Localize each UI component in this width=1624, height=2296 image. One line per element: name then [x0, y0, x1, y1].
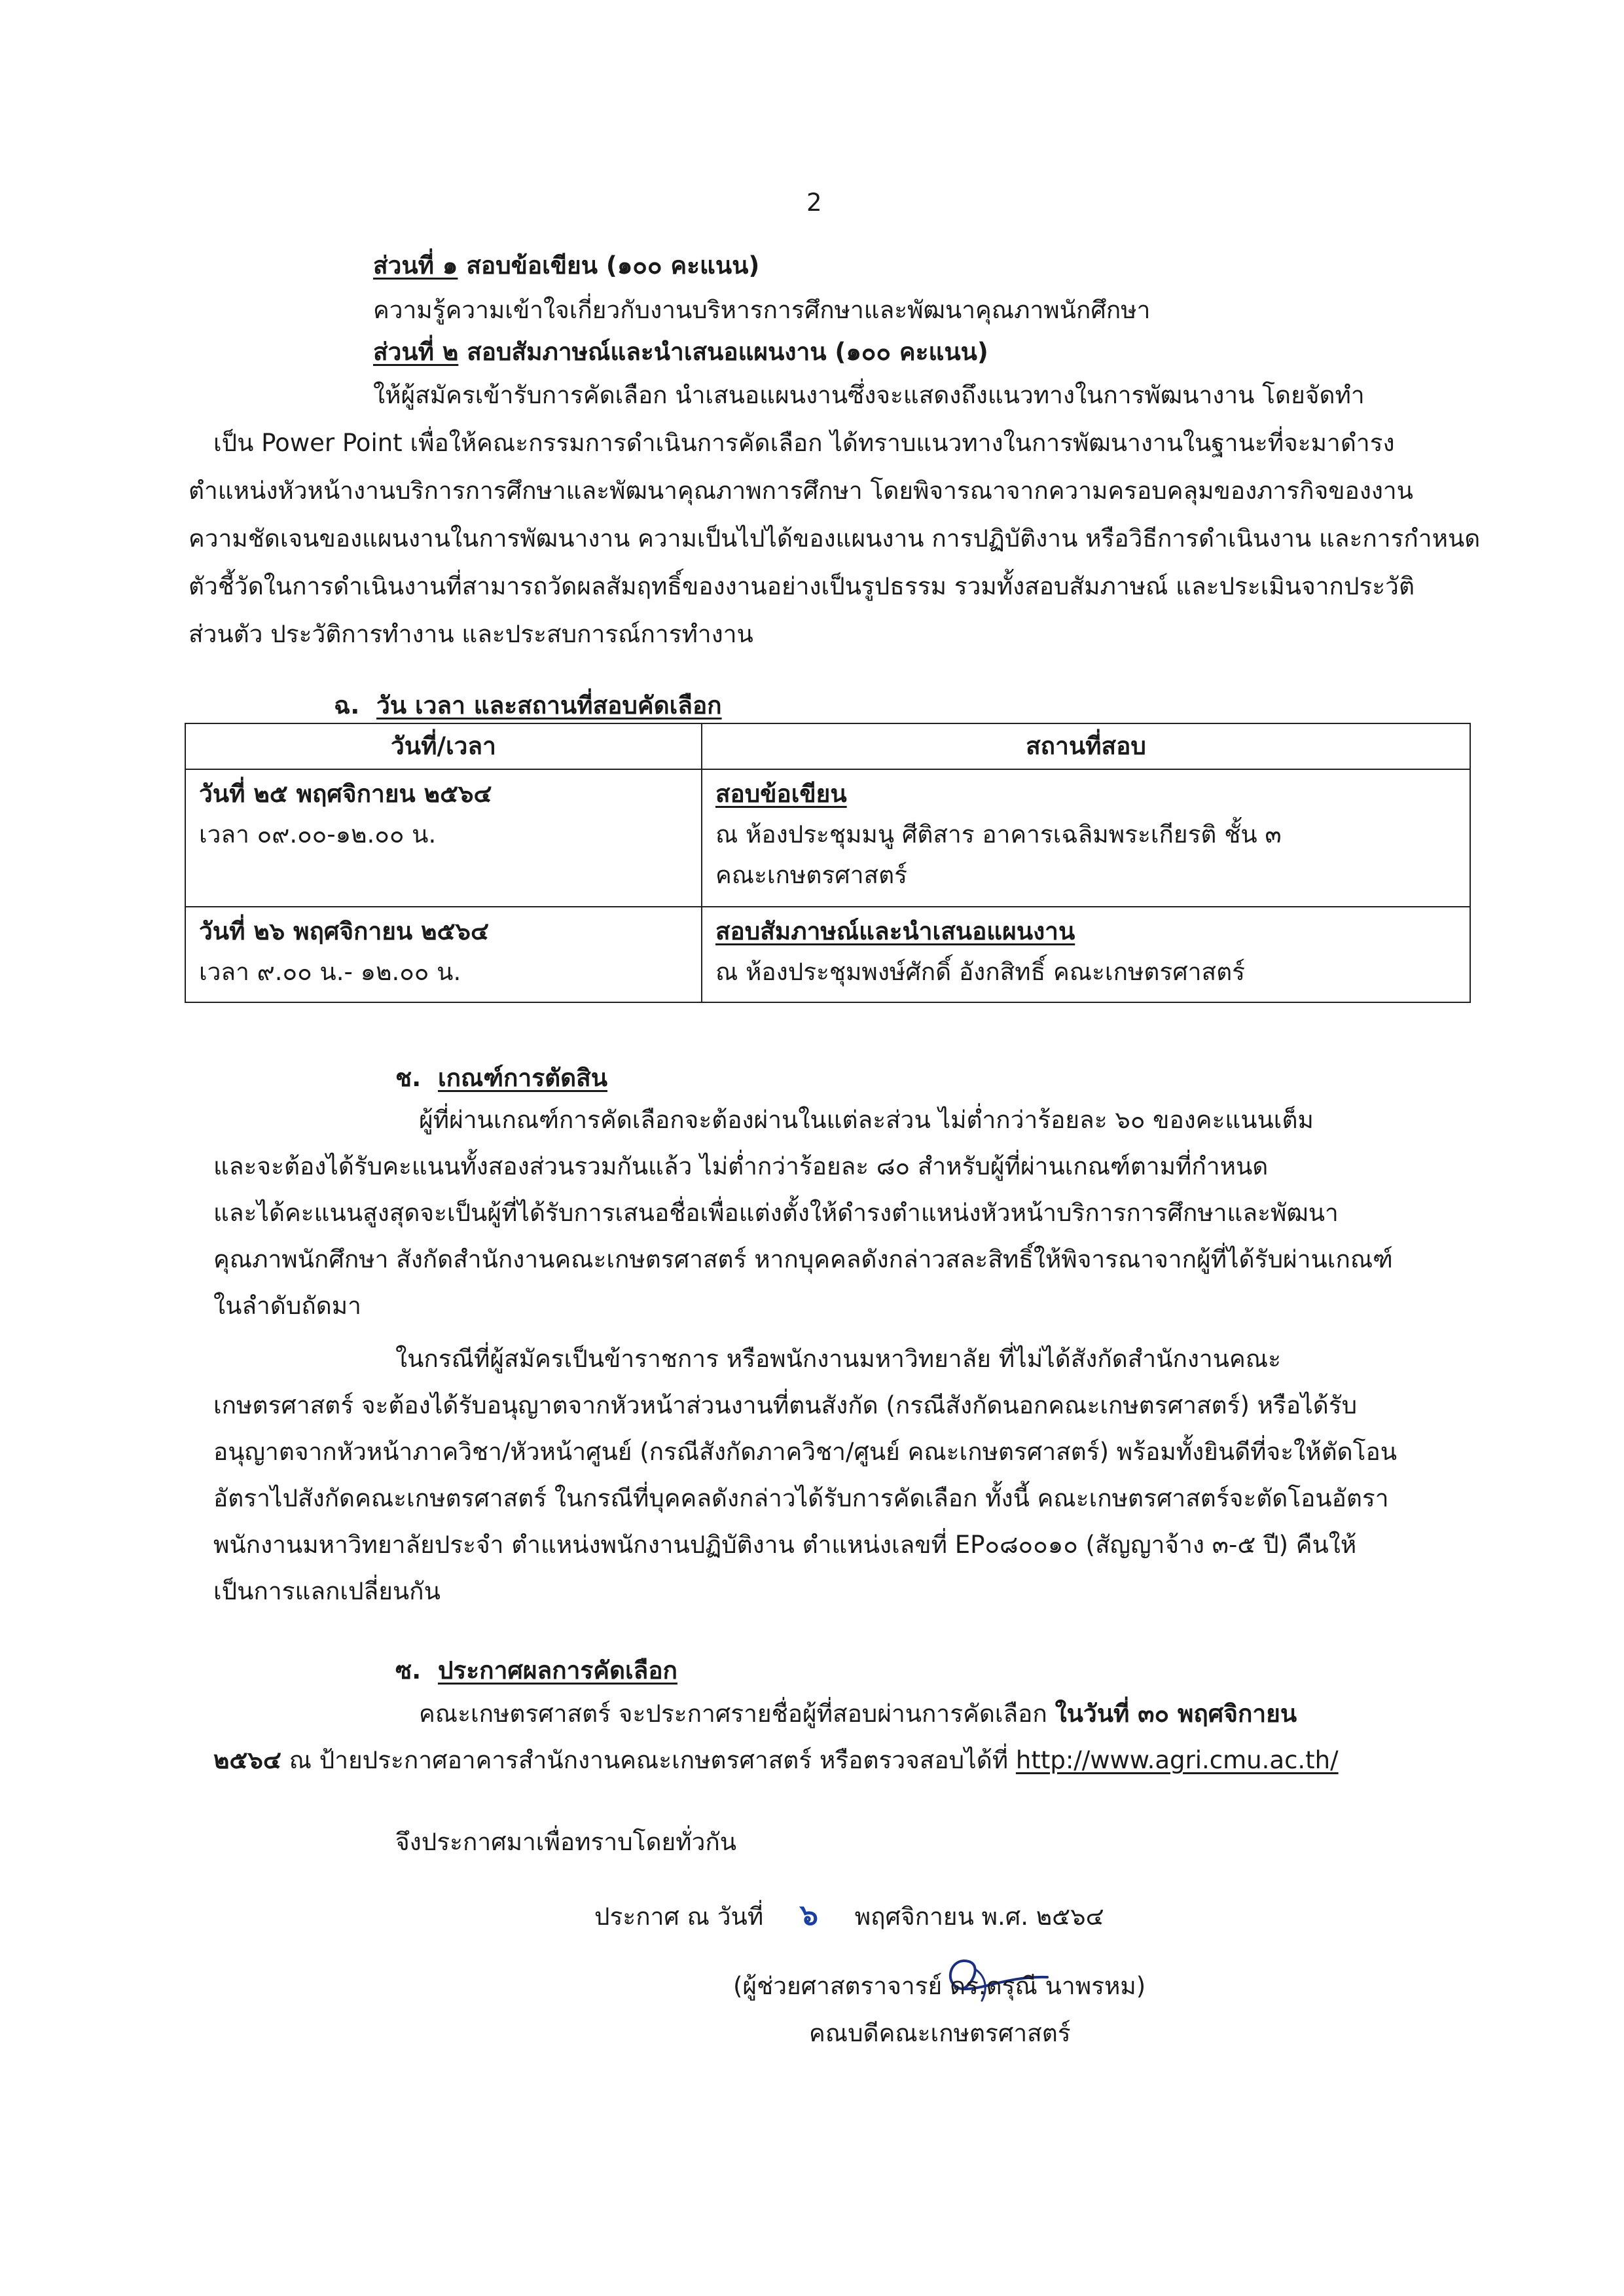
signatory-position: คณบดีคณะเกษตรศาสตร์ — [809, 2019, 1071, 2047]
table-header-row — [185, 723, 1470, 769]
part2-line: เป็น Power Point เพื่อให้คณะกรรมการดำเนินการคัดเลือก ได้ทราบแนวทางในการพัฒนางานในฐานะที่จะมาดำรง — [213, 429, 1395, 457]
table-header: วันที่/เวลา — [185, 723, 702, 769]
exam-type: สอบสัมภาษณ์และนำเสนอแผนงาน — [715, 917, 1075, 945]
table-cell-place — [702, 907, 1470, 1002]
criteria-line: คุณภาพนักศึกษา สังกัดสำนักงานคณะเกษตรศาสตร์ หากบุคคลดังกล่าวสละสิทธิ์ให้พิจารณาจากผู้ที่ได้รับผ่านเกณฑ์ — [213, 1245, 1393, 1273]
page-number: 2 — [806, 189, 822, 217]
announce-prefix: ประกาศ ณ วันที่ — [594, 1903, 764, 1931]
part2-line: ส่วนตัว ประวัติการทำงาน และประสบการณ์การทำงาน — [189, 620, 753, 648]
result-text: ณ ป้ายประกาศอาคารสำนักงานคณะเกษตรศาสตร์ หรือตรวจสอบได้ที่ — [281, 1746, 1016, 1774]
part2-line: ความชัดเจนของแผนงานในการพัฒนางาน ความเป็นไปได้ของแผนงาน การปฏิบัติงาน หรือวิธีการดำเนินงาน และการกำหนด — [189, 524, 1481, 553]
exam-date: วันที่ ๒๖ พฤศจิกายน ๒๕๖๔ — [199, 917, 489, 945]
criteria-line: อัตราไปสังกัดคณะเกษตรศาสตร์ ในกรณีที่บุคคลดังกล่าวได้รับการคัดเลือก ทั้งนี้ คณะเกษตรศาสตร์จะตัดโอนอัตรา — [213, 1484, 1389, 1512]
result-year: ๒๕๖๔ — [213, 1746, 281, 1774]
table-cell-datetime — [185, 907, 702, 1002]
section-ch-marker: ช. — [395, 1064, 422, 1092]
section-ch-heading — [395, 1064, 607, 1093]
website-link[interactable]: http://www.agri.cmu.ac.th/ — [1015, 1746, 1339, 1774]
criteria-line: อนุญาตจากหัวหน้าภาควิชา/หัวหน้าศูนย์ (กรณีสังกัดภาควิชา/ศูนย์ คณะเกษตรศาสตร์) พร้อมทั้งยินดีที่จะให้ตัดโอน — [213, 1438, 1398, 1466]
criteria-line: เป็นการแลกเปลี่ยนกัน — [213, 1577, 441, 1605]
part2-label: ส่วนที่ ๒ — [373, 338, 459, 366]
table-header: สถานที่สอบ — [702, 723, 1470, 769]
announce-date — [594, 1899, 1104, 1933]
exam-type: สอบข้อเขียน — [715, 780, 847, 808]
part1-label: ส่วนที่ ๑ — [373, 251, 458, 280]
criteria-line: และจะต้องได้รับคะแนนทั้งสองส่วนรวมกันแล้ว ไม่ต่ำกว่าร้อยละ ๘๐ สำหรับผู้ที่ผ่านเกณฑ์ตามที่กำหนด — [213, 1152, 1269, 1180]
part2-line: ตัวชี้วัดในการดำเนินงานที่สามารถวัดผลสัมฤทธิ์ของงานอย่างเป็นรูปธรรม รวมทั้งสอบสัมภาษณ์ และประเมินจากประวัติ — [189, 572, 1415, 600]
signatory-name: (ผู้ช่วยศาสตราจารย์ ดร.ดรุณี นาพรหม) — [733, 1972, 1146, 2000]
exam-time: เวลา ๐๙.๐๐-๑๒.๐๐ น. — [199, 820, 437, 848]
criteria-line: ในกรณีที่ผู้สมัครเป็นข้าราชการ หรือพนักงานมหาวิทยาลัย ที่ไม่ได้สังกัดสำนักงานคณะ — [395, 1345, 1281, 1373]
criteria-line: ผู้ที่ผ่านเกณฑ์การคัดเลือกจะต้องผ่านในแต่ละส่วน ไม่ต่ำกว่าร้อยละ ๖๐ ของคะแนนเต็ม — [419, 1106, 1314, 1134]
part1-content: ความรู้ความเข้าใจเกี่ยวกับงานบริหารการศึกษาและพัฒนาคุณภาพนักศึกษา — [373, 296, 1151, 324]
table-row — [185, 769, 1470, 907]
part2-title: สอบสัมภาษณ์และนำเสนอแผนงาน (๑๐๐ คะแนน) — [467, 338, 988, 366]
result-text: คณะเกษตรศาสตร์ จะประกาศรายชื่อผู้ที่สอบผ่านการคัดเลือก — [419, 1700, 1047, 1728]
exam-place: ณ ห้องประชุมพงษ์ศักดิ์ อังกสิทธิ์ คณะเกษตรศาสตร์ — [715, 958, 1246, 986]
part2-line: ให้ผู้สมัครเข้ารับการคัดเลือก นำเสนอแผนงานซึ่งจะแสดงถึงแนวทางในการพัฒนางาน โดยจัดทำ — [373, 381, 1365, 409]
exam-time: เวลา ๙.๐๐ น.- ๑๒.๐๐ น. — [199, 958, 461, 986]
section-s-heading — [395, 1656, 677, 1685]
result-line-1 — [419, 1700, 1297, 1728]
section-s-marker: ซ. — [395, 1656, 422, 1685]
closing-statement: จึงประกาศมาเพื่อทราบโดยทั่วกัน — [395, 1828, 737, 1856]
section-s-title: ประกาศผลการคัดเลือก — [437, 1656, 677, 1685]
part2-heading — [373, 338, 988, 367]
section-f-marker: ฉ. — [334, 691, 360, 720]
exam-place: ณ ห้องประชุมมนู ศีติสาร อาคารเฉลิมพระเกียรติ ชั้น ๓ — [715, 820, 1282, 848]
section-f-title: วัน เวลา และสถานที่สอบคัดเลือก — [376, 691, 722, 720]
result-line-2 — [213, 1746, 1339, 1775]
part1-title: สอบข้อเขียน (๑๐๐ คะแนน) — [466, 251, 760, 280]
section-ch-title: เกณฑ์การตัดสิน — [437, 1064, 608, 1092]
table-cell-datetime — [185, 769, 702, 907]
result-date: ในวันที่ ๓๐ พฤศจิกายน — [1055, 1700, 1297, 1728]
section-f-heading — [334, 691, 722, 720]
part1-heading — [373, 251, 759, 280]
table-row — [185, 907, 1470, 1002]
criteria-line: ในลำดับถัดมา — [213, 1292, 361, 1320]
criteria-line: เกษตรศาสตร์ จะต้องได้รับอนุญาตจากหัวหน้าส่วนงานที่ตนสังกัด (กรณีสังกัดนอกคณะเกษตรศาสตร์) หรือได้รับ — [213, 1391, 1358, 1419]
exam-place: คณะเกษตรศาสตร์ — [715, 861, 907, 889]
table-cell-place — [702, 769, 1470, 907]
criteria-line: พนักงานมหาวิทยาลัยประจำ ตำแหน่งพนักงานปฏิบัติงาน ตำแหน่งเลขที่ EP๐๘๐๐๑๐ (สัญญาจ้าง ๓-๕ ปี) คืนให้ — [213, 1531, 1357, 1559]
exam-date: วันที่ ๒๕ พฤศจิกายน ๒๕๖๔ — [199, 780, 492, 808]
announce-day-handwritten: ๖ — [800, 1899, 818, 1932]
exam-schedule-table — [185, 723, 1471, 1003]
part2-line: ตำแหน่งหัวหน้างานบริการการศึกษาและพัฒนาคุณภาพการศึกษา โดยพิจารณาจากความครอบคลุมของภารกิจของงาน — [189, 477, 1413, 505]
announce-suffix: พฤศจิกายน พ.ศ. ๒๕๖๔ — [854, 1903, 1104, 1931]
criteria-line: และได้คะแนนสูงสุดจะเป็นผู้ที่ได้รับการเสนอชื่อเพื่อแต่งตั้งให้ดำรงตำแหน่งหัวหน้าบริการการศึกษาและพัฒนา — [213, 1199, 1339, 1227]
